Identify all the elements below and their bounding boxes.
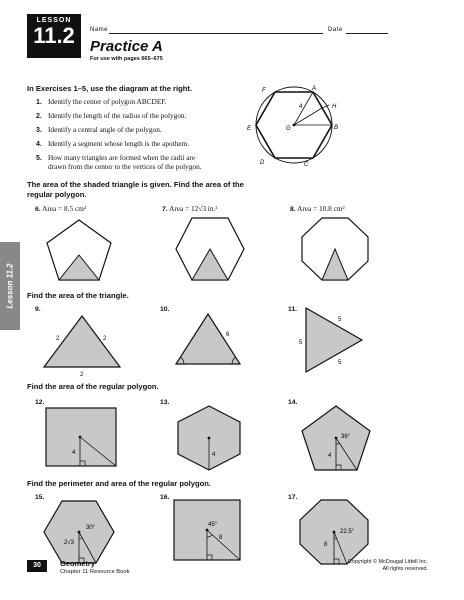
label-radius: 4 [299,104,303,110]
label-a: A [312,86,317,92]
perimeter-heading: Find the perimeter and area of the regular polygon. [27,479,211,488]
problem-14-number: 14. [288,399,298,406]
item-number: 3. [36,127,42,134]
list-item [36,140,236,149]
item-text: drawn from the center to the vertices of the polygon. [48,162,202,171]
angle-label: 30° [86,525,96,531]
shaded-heading-line2: regular polygon. [27,190,87,199]
pentagon-figure-14 [300,404,372,472]
item-text: Identify a central angle of the polygon. [48,125,162,134]
square-figure-16 [172,498,244,564]
side-tab-label: Lesson 11.2 [5,263,15,309]
book-title: Geometry [60,559,96,568]
list-item [36,112,236,121]
octagon-figure-8 [300,216,370,282]
item-text: Identify a segment whose length is the apothem. [48,139,190,148]
page-number: 30 [27,560,47,572]
date-line [346,33,388,34]
side-label: 5 [338,360,342,366]
item-number: 2. [36,113,42,120]
problem-6-label [35,204,86,213]
item-number: 1. [36,99,42,106]
problem-number: 6. [35,206,41,213]
problem-15-number: 15. [35,494,45,501]
octagon-figure-17 [298,498,370,566]
label-b: B [334,125,339,131]
angle-label: 22.5° [340,529,355,535]
problem-17-number: 17. [288,494,298,501]
label-g: G [286,126,291,132]
label-c: C [304,162,309,168]
item-text: How many triangles are formed when the radii are [48,153,196,162]
label-e: E [247,126,252,132]
angle-label: 45° [208,522,218,528]
problem-11-number: 11. [288,306,298,313]
hexagon-figure-7 [174,216,246,282]
page-title: Practice A [90,38,163,55]
item-number: 4. [36,141,42,148]
area-value: Area = 10.8 cm² [297,204,345,213]
problem-9-number: 9. [35,306,41,313]
square-figure-12 [44,406,118,470]
problem-number: 8. [290,206,296,213]
triangle-figure-10 [170,312,246,368]
area-value: Area = 8.5 cm² [42,204,87,213]
list-item [36,98,236,107]
problem-10-number: 10. [160,306,170,313]
lesson-label: LESSON [36,17,72,24]
date-label: Date [328,27,343,33]
page-subtitle: For use with pages 665–675 [90,56,163,62]
item-text: Identify the center of polygon ABCDEF. [48,97,167,106]
angle-label: 36° [341,434,351,440]
problem-number: 7. [162,206,168,213]
side-label: 8 [219,535,223,541]
side-label: 6 [226,332,230,338]
triangle-figure-9 [40,312,124,376]
label-f: F [262,88,266,94]
hexagon-diagram [246,82,346,170]
side-tab [0,242,20,330]
lesson-number: 11.2 [33,23,75,48]
label-h: H [332,104,337,110]
item-number: 5. [36,155,42,162]
list-item [36,163,236,171]
hexagon-figure-15 [42,499,116,565]
name-line [109,33,323,34]
side-label: 2 [103,336,107,342]
side-label: 4 [72,450,76,456]
side-label: 2 [80,372,84,376]
side-label: 2 [56,336,60,342]
triangle-figure-11 [296,304,370,376]
hexagon-figure-13 [174,404,244,472]
shaded-heading [27,180,244,200]
pentagon-figure-6 [44,218,114,282]
problem-16-number: 16. [160,494,170,501]
side-label: 8 [324,542,328,548]
area-value: Area = 12√3 in.² [169,204,218,213]
problem-12-number: 12. [35,399,45,406]
copyright-line1: Copyright © McDougal Littell Inc. [347,559,428,565]
triangles-heading: Find the area of the triangle. [27,291,129,300]
copyright [348,559,428,573]
problem-8-label [290,204,345,213]
label-d: D [260,160,265,166]
side-label: 4 [328,453,332,459]
exercises-1-5-list [36,98,236,171]
side-label: 4 [212,452,216,458]
name-label: Name [90,27,109,33]
exercises-1-5-heading: In Exercises 1–5, use the diagram at the right. [27,84,193,93]
side-label: 5 [338,317,342,323]
regular-heading: Find the area of the regular polygon. [27,382,159,391]
item-text: Identify the length of the radius of the polygon. [48,111,187,120]
chapter-label: Chapter 11 Resource Book [60,569,130,575]
shaded-heading-line1: The area of the shaded triangle is given. Find the area of the [27,180,244,189]
problem-7-label [162,204,218,213]
problem-13-number: 13. [160,399,170,406]
list-item [36,126,236,135]
copyright-line2: All rights reserved. [382,566,428,572]
side-label: 5 [299,340,303,346]
lesson-badge [27,14,81,58]
side-label: 2√3 [64,540,74,546]
